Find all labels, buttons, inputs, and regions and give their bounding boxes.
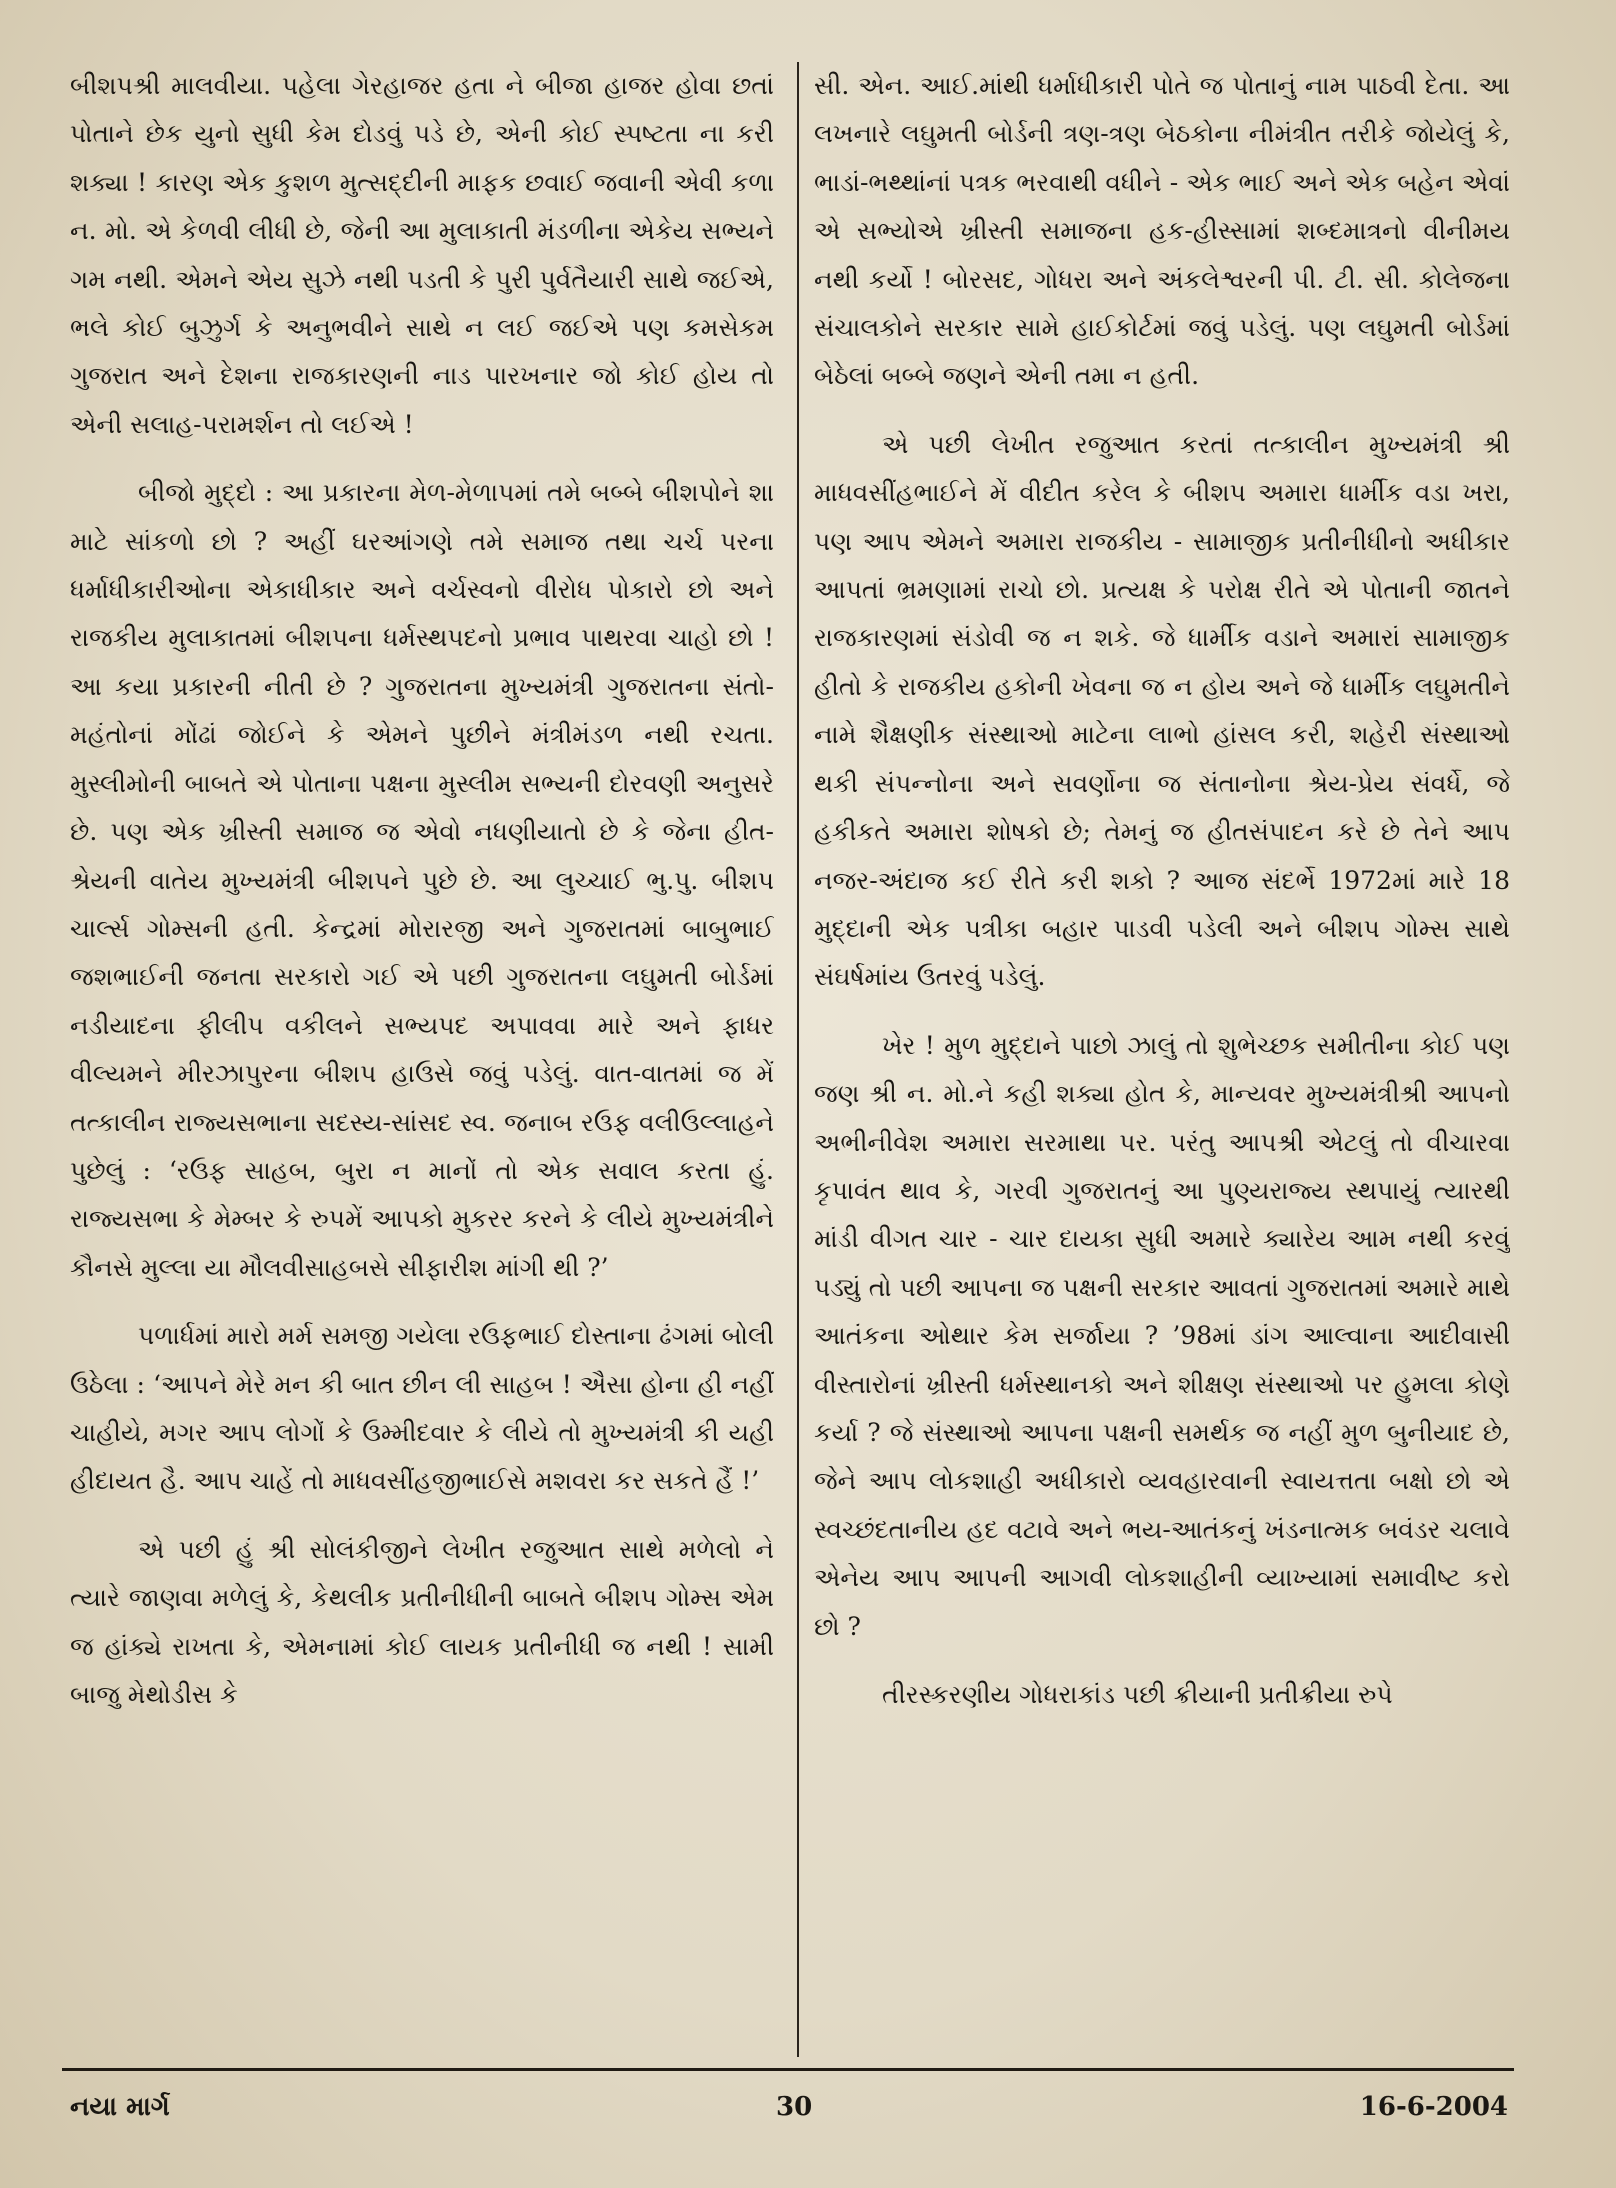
page-footer xyxy=(70,2082,1508,2132)
left-paragraph-4: એ પછી હું શ્રી સોલંકીજીને લેખીત રજુઆત સાથે મળેલો ને ત્યારે જાણવા મળેલું કે, કેથલીક પ્રતીનીધીની બાબતે બીશપ ગોમ્સ એમ જ હાંક્યે રાખતા કે, એમનામાં કોઈ લાયક પ્રતીનીધી જ નથી ! સામી બાજુ મેથોડીસ કે xyxy=(70,1534,774,1709)
right-paragraph-2: એ પછી લેખીત રજુઆત કરતાં તત્કાલીન મુખ્યમંત્રી શ્રી માધવસીંહભાઈને મેં વીદીત કરેલ કે બીશપ અમારા ધાર્મીક વડા ખરા, પણ આપ એમને અમારા રાજકીય - સામાજીક પ્રતીનીધીનો અધીકાર આપતાં ભ્રમણામાં રાચો છો. પ્રત્યક્ષ કે પરોક્ષ રીતે એ પોતાની જાતને રાજકારણમાં સંડોવી જ ન શકે. જે ધાર્મીક વડાને અમારાં સામાજીક હીતો કે રાજકીય હકોની ખેવના જ ન હોય અને જે ધાર્મીક લઘુમતીને નામે શૈક્ષણીક સંસ્થાઓ માટેના લાભો હાંસલ કરી, શહેરી સંસ્થાઓ થકી સંપન્નોના અને સવર્ણોના જ સંતાનોના શ્રેય-પ્રેય સંવર્ધે, જે હકીકતે અમારા શોષકો છે; તેમનું જ હીતસંપાદન કરે છે તેને આપ નજર-અંદાજ કઈ રીતે કરી શકો ? આજ સંદર્ભે 1972માં મારે 18 મુદ્દાની એક પત્રીકા બહાર પાડવી પડેલી અને બીશપ ગોમ્સ સાથે સંઘર્ષમાંય ઉતરવું પડેલું. xyxy=(814,429,1510,992)
left-paragraph-1: બીશપશ્રી માલવીયા. પહેલા ગેરહાજર હતા ને બીજા હાજર હોવા છતાં પોતાને છેક યુનો સુધી કેમ દોડવું પડે છે, એની કોઈ સ્પષ્ટતા ના કરી શક્યા ! કારણ એક કુશળ મુત્સદ્દીની માફક છવાઈ જવાની એવી કળા ન. મો. એ કેળવી લીધી છે, જેની આ મુલાકાતી મંડળીના એકેય સભ્યને ગમ નથી. એમને એય સુઝે નથી પડતી કે પુરી પુર્વતૈયારી સાથે જઈએ, ભલે કોઈ બુઝુર્ગ કે અનુભવીને સાથે ન લઈ જઈએ પણ કમસેકમ ગુજરાત અને દેશના રાજકારણની નાડ પારખનાર જો કોઈ હોય તો એની સલાહ-પરામર્શન તો લઈએ ! xyxy=(70,71,774,439)
page-number: 30 xyxy=(776,2092,813,2122)
column-divider xyxy=(797,62,799,2057)
issue-date: 16-6-2004 xyxy=(1359,2092,1508,2122)
article-body xyxy=(70,62,1510,2052)
left-column xyxy=(70,62,774,2052)
right-column xyxy=(814,62,1510,2052)
magazine-name: નયા માર્ગ xyxy=(70,2092,170,2122)
right-paragraph-3: ખેર ! મુળ મુદ્દાને પાછો ઝાલું તો શુભેચ્છક સમીતીના કોઈ પણ જણ શ્રી ન. મો.ને કહી શક્યા હોત કે, માન્યવર મુખ્યમંત્રીશ્રી આપનો અભીનીવેશ અમારા સરમાથા પર. પરંતુ આપશ્રી એટલું તો વીચારવા કૃપાવંત થાવ કે, ગરવી ગુજરાતનું આ પુણ્યરાજ્ય સ્થપાયું ત્યારથી માંડી વીગત ચાર - ચાર દાયકા સુધી અમારે ક્યારેય આમ નથી કરવું પડ્યું તો પછી આપના જ પક્ષની સરકાર આવતાં ગુજરાતમાં અમારે માથે આતંકના ઓથાર કેમ સર્જાયા ? ’98માં ડાંગ આલ્વાના આદીવાસી વીસ્તારોનાં ખ્રીસ્તી ધર્મસ્થાનકો અને શીક્ષણ સંસ્થાઓ પર હુમલા કોણે કર્યા ? જે સંસ્થાઓ આપના પક્ષની સમર્થક જ નહીં મુળ બુનીયાદ છે, જેને આપ લોકશાહી અધીકારો વ્યવહારવાની સ્વાયત્તતા બક્ષો છો એ સ્વચ્છંદતાનીય હદ વટાવે અને ભય-આતંકનું ખંડનાત્મક બવંડર ચલાવે એનેય આપ આપની આગવી લોકશાહીની વ્યાખ્યામાં સમાવીષ્ટ કરો છો ? xyxy=(814,1030,1510,1641)
right-paragraph-1: સી. એન. આઈ.માંથી ધર્માધીકારી પોતે જ પોતાનું નામ પાઠવી દેતા. આ લખનારે લઘુમતી બોર્ડની ત્રણ-ત્રણ બેઠકોના નીમંત્રીત તરીકે જોયેલું કે, ભાડાં-ભથ્થાંનાં પત્રક ભરવાથી વધીને - એક ભાઈ અને એક બહેન એવાં એ સભ્યોએ ખ્રીસ્તી સમાજના હક-હીસ્સામાં શબ્દમાત્રનો વીનીમય નથી કર્યો ! બોરસદ, ગોધરા અને અંકલેશ્વરની પી. ટી. સી. કોલેજના સંચાલકોને સરકાર સામે હાઈકોર્ટમાં જવું પડેલું. પણ લઘુમતી બોર્ડમાં બેઠેલાં બબ્બે જણને એની તમા ન હતી. xyxy=(814,71,1510,391)
footer-divider xyxy=(62,2068,1514,2071)
left-paragraph-2: બીજો મુદ્દો : આ પ્રકારના મેળ-મેળાપમાં તમે બબ્બે બીશપોને શા માટે સાંકળો છો ? અહીં ઘરઆંગણે તમે સમાજ તથા ચર્ચ પરના ધર્માધીકારીઓના એકાધીકાર અને વર્ચસ્વનો વીરોધ પોકારો છો અને રાજકીય મુલાકાતમાં બીશપના ધર્મસ્થપદનો પ્રભાવ પાથરવા ચાહો છો ! આ કયા પ્રકારની નીતી છે ? ગુજરાતના મુખ્યમંત્રી ગુજરાતના સંતો-મહંતોનાં મોંઢાં જોઈને કે એમને પુછીને મંત્રીમંડળ નથી રચતા. મુસ્લીમોની બાબતે એ પોતાના પક્ષના મુસ્લીમ સભ્યની દોરવણી અનુસરે છે. પણ એક ખ્રીસ્તી સમાજ જ એવો નધણીયાતો છે કે જેના હીત-શ્રેયની વાતેય મુખ્યમંત્રી બીશપને પુછે છે. આ લુચ્ચાઈ ભુ.પુ. બીશપ ચાર્લ્સ ગોમ્સની હતી. કેન્દ્રમાં મોરારજી અને ગુજરાતમાં બાબુભાઈ જશભાઈની જનતા સરકારો ગઈ એ પછી ગુજરાતના લઘુમતી બોર્ડમાં નડીયાદના ફીલીપ વકીલને સભ્યપદ અપાવવા મારે અને ફાધર વીલ્યમને મીરઝાપુરના બીશપ હાઉસે જવું પડેલું. વાત-વાતમાં જ મેં તત્કાલીન રાજ્યસભાના સદસ્ય-સાંસદ સ્વ. જનાબ રઉફ વલીઉલ્લાહને પુછેલું : ‘રઉફ સાહબ, બુરા ન માનોં તો એક સવાલ કરતા હું. રાજ્યસભા કે મેમ્બર કે રુપમેં આપકો મુકરર કરને કે લીયે મુખ્યમંત્રીને કૌનસે મુલ્લા યા મૌલવીસાહબસે સીફારીશ માંગી થી ?’ xyxy=(70,478,774,1282)
right-paragraph-4: તીરસ્કરણીય ગોધરાકાંડ પછી ક્રીયાની પ્રતીક્રીયા રુપે xyxy=(882,1680,1393,1709)
left-paragraph-3: પળાર્ધમાં મારો મર્મ સમજી ગયેલા રઉફભાઈ દોસ્તાના ઢંગમાં બોલી ઉઠેલા : ‘આપને મેરે મન કી બાત છીન લી સાહબ ! ઐસા હોના હી નહીં ચાહીયે, મગર આપ લોગોં કે ઉમ્મીદવાર કે લીયે તો મુખ્યમંત્રી કી યહી હીદાયત હૈ. આપ ચાહેં તો માધવસીંહજીભાઈસે મશવરા કર સકતે હૈં !’ xyxy=(70,1321,774,1496)
